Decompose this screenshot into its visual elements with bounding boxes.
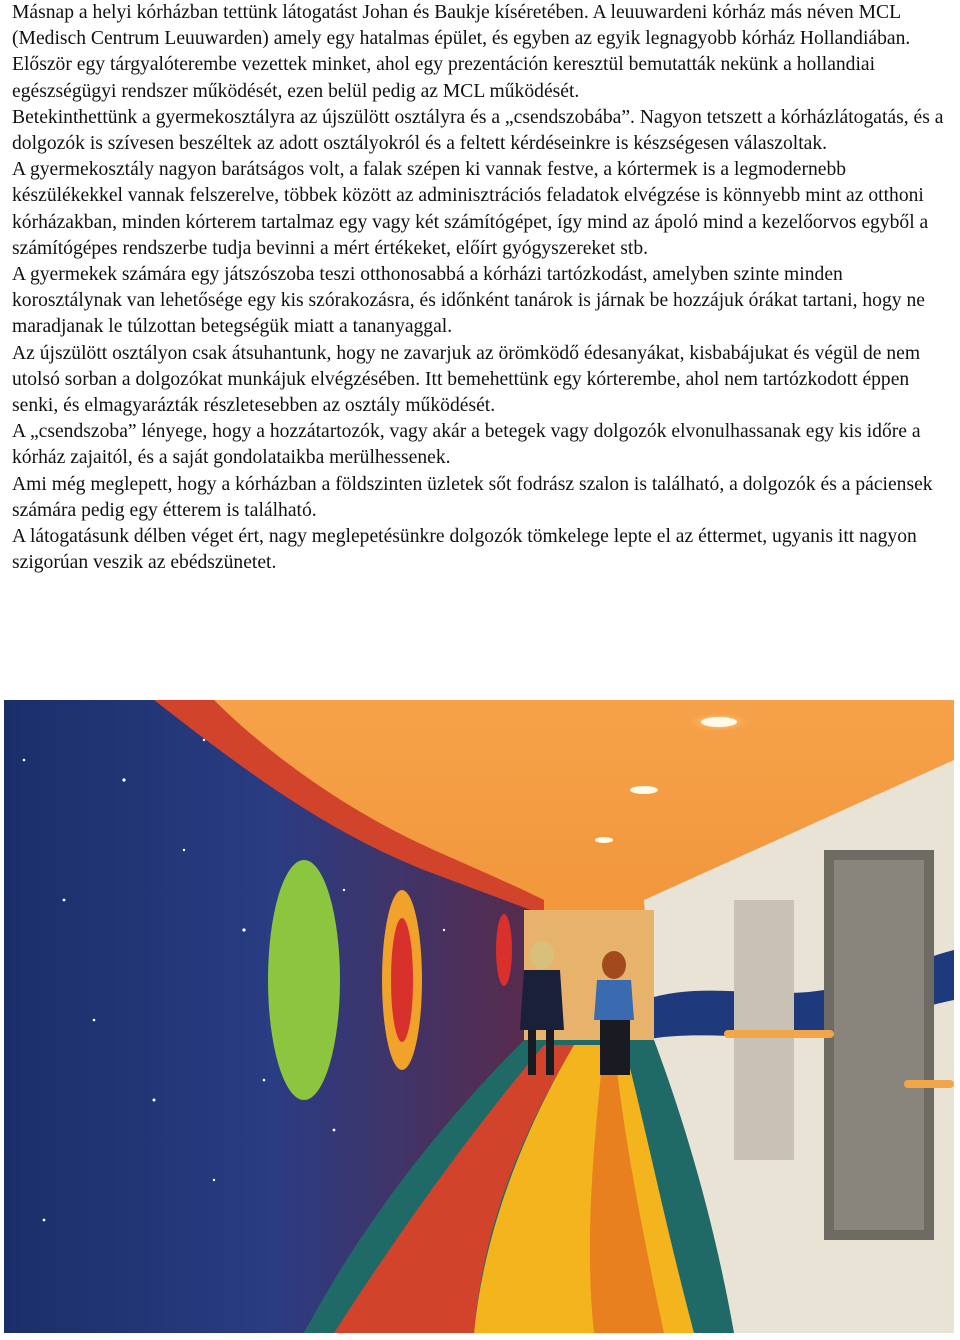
document-body <box>12 0 952 576</box>
paragraph: A látogatásunk délben véget ért, nagy meglepetésünkre dolgozók tömkelege lepte el az éttermet, ugyanis itt nagyon szigorúan veszik az ebédszünetet. <box>12 526 917 574</box>
paragraph: A „csendszoba” lényege, hogy a hozzátartozók, vagy akár a betegek vagy dolgozók elvonulhassanak egy kis időre a kórház zajaitól, és a saját gondolataikba merülhessenek. <box>12 421 921 469</box>
handrail <box>724 1030 834 1038</box>
handrail <box>904 1080 954 1088</box>
paragraph: Betekinthettünk a gyermekosztályra az újszülött osztályra és a „csendszobába”. Nagyon tetszett a kórházlátogatás, és a dolgozók is szívesen beszéltek az adott osztályokról és a feltett kérdéseinkre is készségesen válaszoltak. <box>12 106 944 155</box>
small-red-planet <box>496 914 512 986</box>
paragraph: A gyermekosztály nagyon barátságos volt, a falak szépen ki vannak festve, a kórtermek is a legmodernebb készülékekkel vannak felszerelve, többek között az adminisztrációs feladatok elvégzése is könnyebb mint az otthoni kórházakban, minden kórterem tartalmaz egy vagy két számítógépet, így mind az ápoló mind a kezelőorvos egyből a számítógépes rendszerbe tudja bevinni a mért értékeket, előírt gyógyszereket stb. <box>12 159 929 259</box>
hospital-corridor-photo <box>4 700 954 1333</box>
paragraph: Ami még meglepett, hogy a kórházban a földszinten üzletek sőt fodrász szalon is található, a dolgozók és a páciensek számára pedig egy étterem is található. <box>12 473 933 521</box>
paragraph: A gyermekek számára egy játszószoba teszi otthonosabbá a kórházi tartózkodást, amelyben szinte minden korosztálynak van lehetősége egy kis szórakozásra, és időnként tanárok is járnak be hozzájuk órákat tartani, hogy ne maradjanak le túlzottan betegségük miatt a tananyaggal. <box>12 264 925 338</box>
paragraph: Az újszülött osztályon csak átsuhantunk, hogy ne zavarjuk az örömködő édesanyákat, kisbabájukat és végül de nem utolsó sorban a dolgozókat munkájuk elvégzésében. Itt bemehettünk egy kórterembe, ahol nem tartózkodott éppen senki, és elmagyarázták részletesebben az osztály működését. <box>12 342 921 417</box>
paragraph: Másnap a helyi kórházban tettünk látogatást Johan és Baukje kíséretében. A leuuwardeni kórház más néven MCL (Medisch Centrum Leuuwarden) amely egy hatalmas épület, és egyben az egyik legnagyobb kórház Hollandiában. Először egy tárgyalóterembe vezettek minket, ahol egy prezentáción keresztül bemutatták nekünk a hollandiai egészségügyi rendszer működését, ezen belül pedig az MCL működését. <box>12 2 911 102</box>
green-planet <box>268 860 340 1100</box>
red-planet <box>391 918 413 1042</box>
right-door-panel <box>834 860 924 1230</box>
corridor-illustration <box>4 700 954 1333</box>
